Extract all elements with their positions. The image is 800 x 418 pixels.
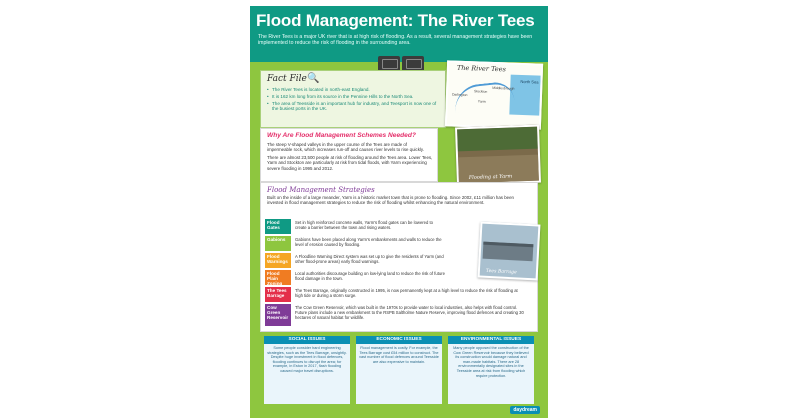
poster-header: [250, 6, 548, 62]
strategy-label: The Tees Barrage: [265, 287, 291, 302]
map-town-label: Yarm: [477, 99, 486, 104]
why-panel: [260, 128, 438, 182]
flood-photo-caption: Flooding at Yarm: [468, 173, 513, 182]
publisher-logo: daydream: [510, 406, 540, 414]
barrage-structure: [483, 242, 534, 262]
river-tees-map: [445, 60, 543, 129]
strategy-desc: Local authorities discourage building on low-lying land to reduce the risk of future flood damage in the town.: [295, 271, 445, 281]
strategy-desc: The Cow Green Reservoir, which was built in the 1970s to provide water to local industries, also helps with flood control. Future plans include a new embankment to the RSPB Saltholme Nature Reserve, improving flood defences and creating 30 hectares of natural habitat for wildlife.: [295, 305, 524, 320]
strategies-intro: Built on the inside of a large meander, Yarm is a historic market town that is prone to flooding. Since 2002, £11 million has been invested in flood management strategies to reduce the risk of flooding whilst enhancing the natural environment.: [267, 195, 514, 206]
strategy-desc: The Tees Barrage, originally constructed in 1995, is now permanently kept at a high level to reduce the risk of flooding at high tide or during a storm surge.: [295, 288, 518, 298]
strategy-desc: A Floodline Warning Direct system was set up to give the residents of Yarm (and other flood-prone areas) early flood warnings.: [295, 254, 444, 264]
issue-text: Some people consider hard engineering strategies, such as the Tees Barrage, unsightly. Despite huge investment in flood defences, flooding continues to disrupt the area; for example, in Eston in 2017, flash flooding caused major travel disruptions.: [267, 346, 347, 373]
fact-item: • The River Tees is located in north-east England.: [267, 87, 439, 93]
issue-column-environmental: [448, 336, 534, 404]
fact-file-list: [267, 87, 439, 113]
strategy-label: Flood Plain Zoning: [265, 270, 291, 285]
fact-file-panel: [260, 70, 446, 128]
strategy-desc: Gabions have been placed along Yarm's embankments and walls to reduce the level of erosion caused by flooding.: [295, 237, 442, 247]
barrage-photo-caption: Tees Barrage: [485, 268, 517, 276]
why-body: [267, 142, 433, 173]
poster-intro: The River Tees is a major UK river that is at high risk of flooding. As a result, several management strategies have been implemented to reduce the risk of flooding in the surrounding area.: [258, 34, 533, 47]
issue-heading: SOCIAL ISSUES: [264, 336, 350, 344]
issue-column-economic: [356, 336, 442, 404]
poster: [250, 6, 548, 418]
why-title: Why Are Flood Management Schemes Needed?: [267, 132, 416, 139]
issues-row: [264, 336, 534, 406]
why-paragraph: The steep V-shaped valleys in the upper course of the Tees are made of impermeable rock, which increases run-off and causes river levels to rise quickly.: [267, 142, 424, 153]
strategy-desc: Set in high reinforced concrete walls, Yarm's flood gates can be lowered to create a barrier between the town and rising waters.: [295, 220, 433, 230]
strategy-label: Flood Gates: [265, 219, 291, 234]
map-sea-label: North Sea: [520, 78, 539, 85]
fact-item: • It is 162 km long from its source in the Pennine Hills to the North Sea.: [267, 94, 439, 100]
issue-text: Flood management is costly. For example, the Tees Barrage cost £54 million to construct. The vast number of flood defences around Teesside are also expensive to maintain.: [359, 346, 439, 364]
photo-trees: [457, 127, 538, 152]
fact-item: • The area of Teesside is an important hub for industry, and Teesport is now one of the busiest ports in the UK.: [267, 101, 439, 113]
strategies-panel: [260, 182, 538, 332]
issue-heading: ECONOMIC ISSUES: [356, 336, 442, 344]
poster-title: Flood Management: The River Tees: [256, 11, 535, 30]
issue-text: Many people opposed the construction of the Cow Green Reservoir because they believed its construction would damage natural and man-made habitats. There are 28 environmentally designated sites in the Teesside area at risk from flooding which require protection.: [453, 346, 529, 378]
strategy-label: Cow Green Reservoir: [265, 304, 291, 326]
strategy-row: [265, 287, 535, 303]
flooding-photo: [455, 125, 541, 186]
strategy-row: [265, 304, 535, 328]
magnifier-icon: 🔍: [307, 73, 320, 84]
strategy-label: Flood Warnings: [265, 253, 291, 268]
why-paragraph: There are almost 23,500 people at risk of flooding around the Tees area. Lower Tees, Yarm and Stockton are particularly at risk from tidal floods, with Yarm experiencing severe flooding in 1995 and 2012.: [267, 154, 433, 171]
strategies-title: Flood Management Strategies: [267, 186, 375, 194]
map-caption: The River Tees: [456, 63, 507, 74]
strategy-label: Gabions: [265, 236, 291, 251]
issue-heading: ENVIRONMENTAL ISSUES: [448, 336, 534, 344]
fact-file-title: Fact File: [267, 74, 307, 84]
map-town-label: Stockton: [474, 89, 488, 94]
tees-barrage-photo: [478, 221, 541, 280]
map-town-label: Middlesbrough: [492, 85, 515, 91]
issue-column-social: [264, 336, 350, 404]
map-town-label: Darlington: [451, 92, 468, 98]
